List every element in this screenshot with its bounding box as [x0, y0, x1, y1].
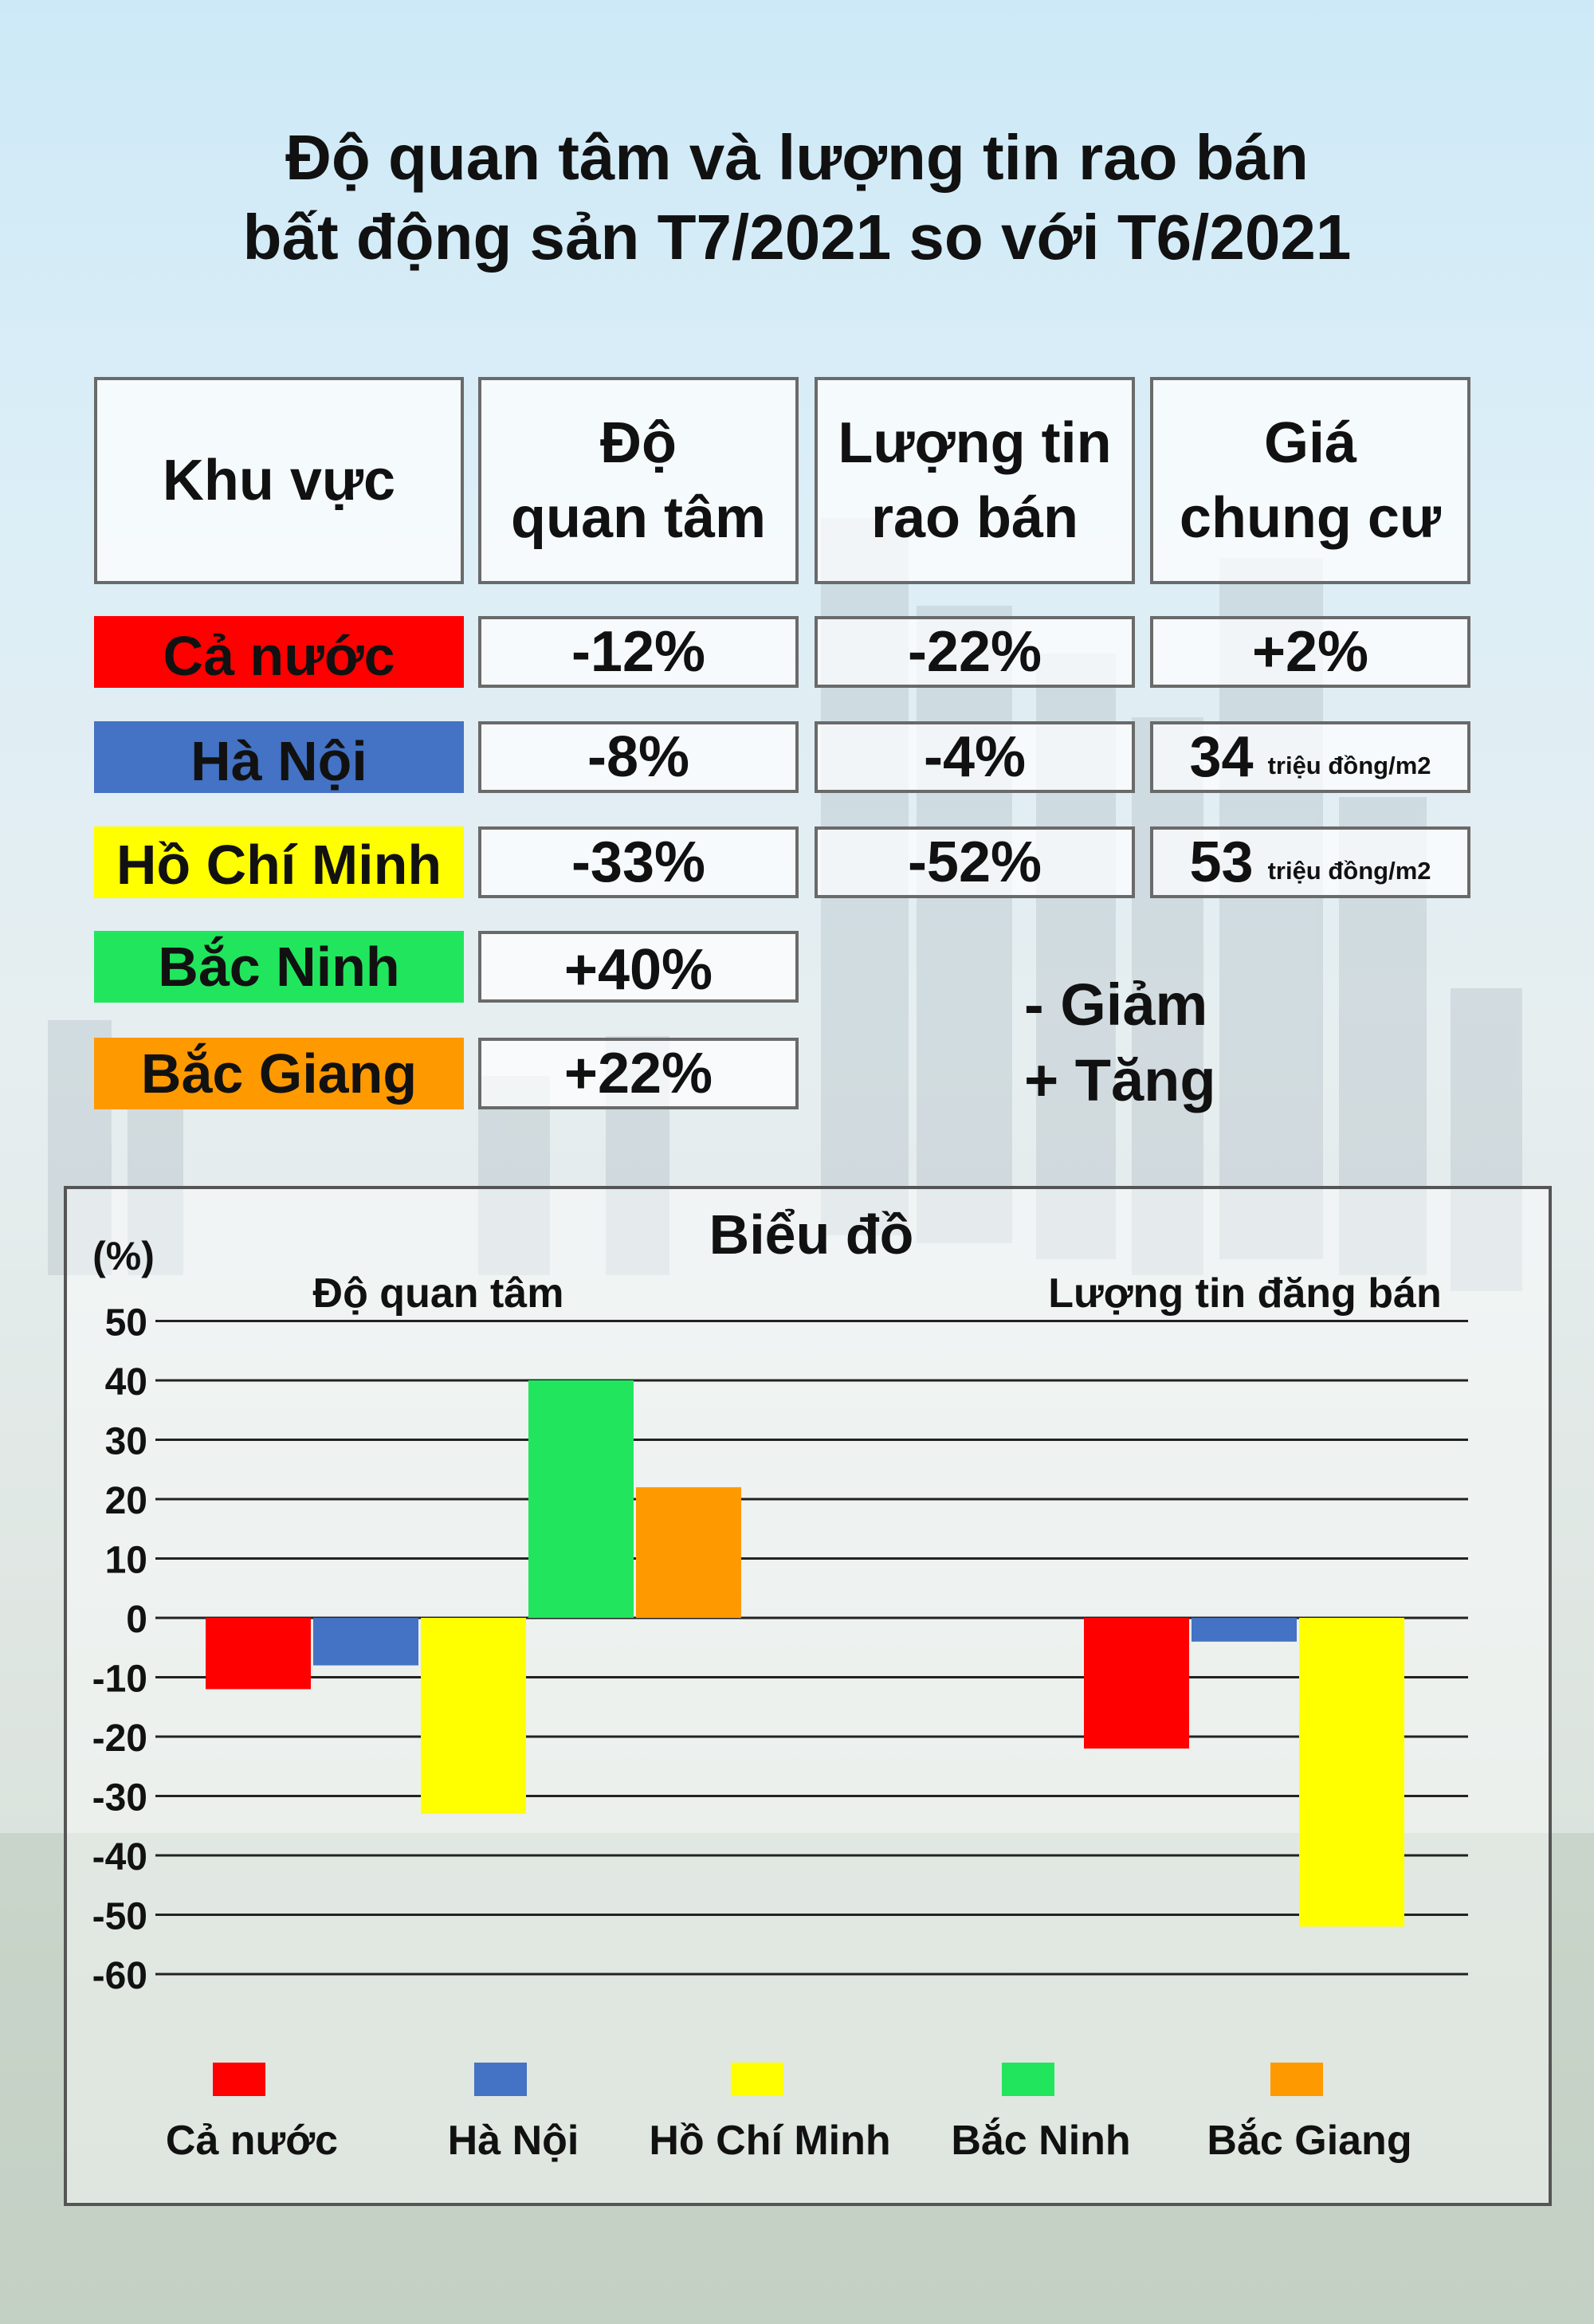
bar: [206, 1618, 311, 1689]
legend-label: Hà Nội: [447, 2118, 579, 2164]
header-price-line2: chung cư: [1179, 486, 1442, 550]
title-line-2: bất động sản T7/2021 so với T6/2021: [242, 202, 1352, 273]
y-tick-label: 20: [104, 1480, 147, 1522]
note-decrease: - Giảm: [1024, 972, 1208, 1038]
interest-value: +22%: [563, 1042, 713, 1105]
y-tick-label: -10: [92, 1658, 147, 1701]
region-label: Hồ Chí Minh: [116, 834, 442, 896]
price-unit: triệu đồng/m2: [1267, 752, 1431, 779]
bar: [636, 1487, 741, 1618]
group-label: Lượng tin đăng bán: [1048, 1270, 1442, 1317]
legend-swatch: [213, 2063, 265, 2096]
legend-label: Bắc Giang: [1207, 2118, 1412, 2164]
bar: [1084, 1618, 1189, 1749]
listings-value: -52%: [907, 830, 1042, 894]
header-interest-line2: quan tâm: [510, 486, 767, 550]
listings-value: -22%: [907, 620, 1042, 684]
y-tick-label: 30: [104, 1420, 147, 1463]
chart-title: Biểu đồ: [709, 1203, 914, 1266]
header-listings-line2: rao bán: [870, 486, 1079, 550]
price-value: 53: [1189, 830, 1254, 894]
legend-swatch: [1002, 2063, 1054, 2096]
interest-value: -8%: [587, 725, 690, 789]
legend-label: Hồ Chí Minh: [649, 2118, 891, 2164]
bar: [1299, 1618, 1404, 1926]
y-tick-label: 50: [104, 1301, 147, 1345]
legend-label: Cả nước: [165, 2118, 339, 2164]
bar: [421, 1618, 526, 1814]
bar: [528, 1380, 634, 1618]
interest-value: +40%: [563, 938, 713, 1002]
bar: [1192, 1618, 1297, 1642]
y-tick-label: -50: [92, 1895, 147, 1938]
header-listings-line1: Lượng tin: [838, 411, 1112, 475]
interest-value: -33%: [571, 830, 706, 894]
group-label: Độ quan tâm: [312, 1270, 564, 1317]
header-region-label: Khu vực: [162, 449, 396, 512]
title-line-1: Độ quan tâm và lượng tin rao bán: [285, 122, 1309, 193]
header-price-line1: Giá: [1263, 411, 1357, 475]
interest-value: -12%: [571, 620, 706, 684]
region-label: Cả nước: [163, 625, 395, 687]
y-tick-label: -20: [92, 1717, 147, 1760]
listings-value: -4%: [923, 725, 1027, 789]
legend-swatch: [1270, 2063, 1323, 2096]
price-value: 34: [1189, 725, 1254, 789]
y-tick-label: -40: [92, 1836, 147, 1878]
y-tick-label: -60: [92, 1955, 147, 1997]
y-tick-label: 40: [104, 1361, 147, 1403]
legend-swatch: [474, 2063, 527, 2096]
y-tick-label: 10: [104, 1539, 147, 1582]
bar: [313, 1618, 418, 1666]
price-value: +2%: [1251, 620, 1369, 684]
y-tick-label: 0: [126, 1599, 147, 1641]
region-label: Hà Nội: [190, 730, 367, 792]
note-increase: + Tăng: [1024, 1047, 1216, 1113]
y-tick-label: -30: [92, 1776, 147, 1820]
region-label: Bắc Ninh: [158, 936, 400, 998]
region-label: Bắc Giang: [140, 1042, 418, 1105]
legend-label: Bắc Ninh: [951, 2118, 1131, 2164]
legend-swatch: [731, 2063, 783, 2096]
y-axis-label: (%): [92, 1234, 155, 1278]
price-unit: triệu đồng/m2: [1267, 857, 1431, 885]
header-interest-line1: Độ: [600, 411, 677, 475]
